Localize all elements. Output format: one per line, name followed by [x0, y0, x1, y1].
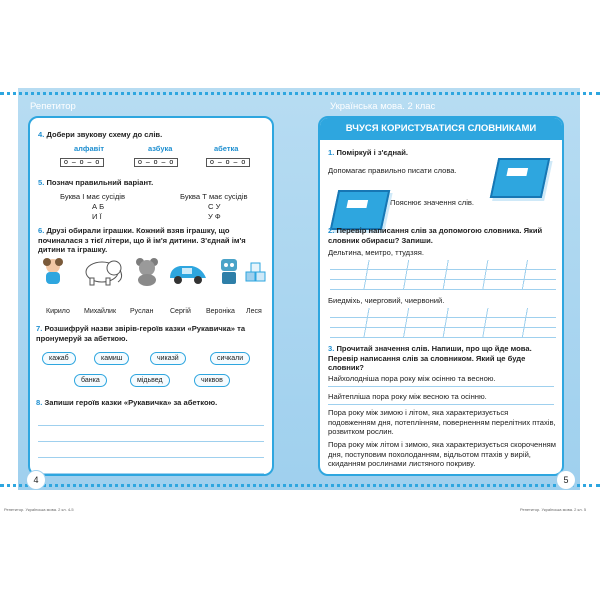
r-q3-s4: Пора року між літом і зимою, яка характеризується скороченням дня, поступовим похолоданням, відльотом птахів у вирій, скиданням рослинами листяного покриву. [328, 440, 556, 469]
q6-number: 6. [38, 226, 45, 235]
q4-number: 4. [38, 130, 45, 139]
r-q2-words-1: Дельтина, меитро, ттудзяя. [328, 248, 424, 257]
q8-number: 8. [36, 398, 43, 407]
q7-chip-6[interactable]: мідьвед [130, 374, 170, 387]
q5-col2-row1[interactable]: С У [208, 202, 221, 211]
r-q2-writing-lines-2[interactable] [330, 308, 556, 338]
blocks-icon [244, 256, 268, 286]
r-q3-answer-line-1[interactable] [328, 386, 554, 387]
q4-word-2: азбука [148, 144, 173, 153]
q4-word-1: алфавіт [74, 144, 105, 153]
page-number-left: 4 [26, 470, 46, 490]
name-serhii[interactable]: Сергій [170, 308, 191, 315]
q5-heading [38, 178, 153, 188]
dotted-divider-top [0, 92, 600, 99]
r-q3-s3: Пора року між зимою і літом, яка характеризується подовженням дня, потеплінням, поверненням перелітних птахів, розвитком рослин. [328, 408, 556, 437]
name-lesia[interactable]: Леся [246, 308, 262, 315]
r-q1-line1[interactable]: Допомагає правильно писати слова. [328, 166, 457, 175]
q7-heading [36, 324, 266, 343]
dictionary-book-icon-2[interactable] [330, 190, 391, 230]
r-q1-number: 1. [328, 148, 335, 157]
r-q1-text: Поміркуй і з'єднай. [336, 148, 409, 157]
q8-heading [36, 398, 217, 408]
sound-scheme-2[interactable]: о – о – о [134, 158, 178, 167]
q5-text: Познач правильний варіант. [46, 178, 154, 187]
section-banner: ВЧУСЯ КОРИСТУВАТИСЯ СЛОВНИКАМИ [320, 118, 562, 140]
q7-chip-3[interactable]: чиказй [150, 352, 186, 365]
elephant-icon [80, 256, 124, 286]
q4-heading [38, 130, 162, 140]
q4-text: Добери звукову схему до слів. [46, 130, 163, 139]
q6-text: Друзі обирали іграшки. Кожний взяв іграшку, що починалася з тієї літери, що й ім'я дитини. З'єднай ім'я дитини та іграшку. [38, 226, 246, 255]
footer-right: Репетитор. Українська мова. 2 кл. 5 [520, 507, 587, 512]
header-right: Українська мова. 2 клас [330, 101, 436, 112]
sound-scheme-1[interactable]: о – о – о [60, 158, 104, 167]
car-icon [166, 256, 210, 286]
right-page [318, 116, 564, 476]
r-q3-s2: Найтепліша пора року між весною та осінню. [328, 392, 487, 401]
q7-chip-1[interactable]: кажаб [42, 352, 76, 365]
r-q1-line2[interactable]: Пояснює значення слів. [390, 198, 475, 207]
header-left: Репетитор [30, 101, 76, 112]
sound-scheme-3[interactable]: о – о – о [206, 158, 250, 167]
r-q2-heading [328, 226, 556, 245]
q5-number: 5. [38, 178, 45, 187]
q4-word-3: абетка [214, 144, 239, 153]
q8-text: Запиши героїв казки «Рукавичка» за абеткою. [44, 398, 218, 407]
q5-col1-row1[interactable]: А Б [92, 202, 105, 211]
r-q3-s1: Найхолодніша пора року між осінню та весною. [328, 374, 496, 383]
r-q1-heading [328, 148, 408, 158]
q5-col2-row2[interactable]: У Ф [208, 212, 221, 221]
q5-col1-row2[interactable]: И Ї [92, 212, 102, 221]
q7-number: 7. [36, 324, 43, 333]
q7-text: Розшифруй назви звірів-героїв казки «Рукавичка» та пронумеруй за абеткою. [36, 324, 246, 343]
r-q2-writing-lines-1[interactable] [330, 260, 556, 290]
page-number-right: 5 [556, 470, 576, 490]
q7-chip-7[interactable]: чиквов [194, 374, 230, 387]
dictionary-book-icon-1[interactable] [490, 158, 551, 198]
q5-col1-title: Буква І має сусідів [60, 192, 126, 201]
q6-heading [38, 226, 266, 255]
q7-chip-4[interactable]: сичкали [210, 352, 250, 365]
name-mykhailyk[interactable]: Михайлик [84, 308, 117, 315]
q7-chip-5[interactable]: банка [74, 374, 107, 387]
r-q2-number: 2. [328, 226, 335, 235]
q7-chip-2[interactable]: камиш [94, 352, 129, 365]
q8-writing-lines[interactable] [38, 410, 264, 474]
r-q3-heading [328, 344, 556, 373]
r-q2-text: Перевір написання слів за допомогою словника. Який словник обираєш? Запиши. [328, 226, 543, 245]
dotted-divider-bottom [0, 484, 600, 491]
name-veronika[interactable]: Вероніка [206, 308, 235, 315]
r-q3-answer-line-2[interactable] [328, 404, 554, 405]
r-q3-text: Прочитай значення слів. Напиши, про що йде мова. Перевір написання слів за словником. Який це буде словник? [328, 344, 532, 373]
q5-col2-title: Буква Т має сусідів [180, 192, 248, 201]
r-q3-number: 3. [328, 344, 335, 353]
teddy-bear-icon [132, 256, 162, 286]
name-kyrylo[interactable]: Кирило [46, 308, 70, 315]
robot-icon [214, 256, 244, 286]
footer-left: Репетитор. Українська мова. 2 кл. 4-5 [4, 507, 74, 512]
doll-icon [38, 256, 68, 286]
name-ruslan[interactable]: Руслан [130, 308, 154, 315]
r-q2-words-2: Биедміхь, чиерговий, чиервоний. [328, 296, 445, 305]
